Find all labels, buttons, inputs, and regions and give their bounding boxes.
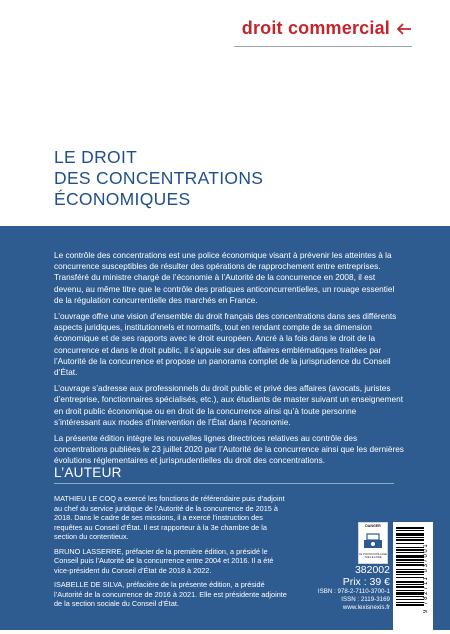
summary-paragraph-3: L’ouvrage s’adresse aux professionnels du droit public et privé des affaires (avocats, juristes d’entreprise, fonctionnaires spécialisés, etc.), aux étudiants de master suivant un enseignement en droit public économique ou en droit de la concurrence ainsi qu’à toute personne s’intéressant aux modes d’intervention de l’État dans l’économie. — [54, 384, 403, 427]
cover-top-section — [0, 0, 450, 226]
series-divider — [234, 46, 412, 47]
barcode-bar — [396, 571, 424, 573]
series-label — [242, 18, 412, 39]
barcode-bar — [396, 549, 424, 551]
isbn: ISBN : 978-2-7110-3700-1 — [317, 588, 390, 595]
barcode-bar — [396, 586, 424, 588]
barcode-bar — [396, 530, 424, 531]
badge-title: DANGER — [365, 524, 381, 528]
summary-paragraph-4: La présente édition intègre les nouvelles lignes directrices relatives au contrôle des concentrations publiées le 23 juillet 2020 par l’Autorité de la concurrence ainsi que les dernières évolutions réglementaires et jurisprudentielles du droit des concentrations. — [54, 434, 404, 466]
barcode-bar — [396, 537, 424, 538]
arrow-left-icon — [396, 23, 412, 35]
barcode-bar — [396, 555, 424, 558]
author-bio: , préfacier de la première édition, a présidé le Conseil puis l’Autorité de la concurrence entre 2004 et 2016. Il a été vice-président du Conseil d’État de 2018 à 2022. — [54, 546, 274, 575]
barcode-bar — [396, 539, 424, 541]
author-entry — [54, 494, 290, 542]
barcode-bar — [396, 596, 424, 597]
author-name: BRUNO LASSERRE — [54, 546, 122, 556]
barcode-bar — [396, 581, 424, 583]
summary-paragraph-2: L’ouvrage offre une vision d’ensemble du droit français des concentrations dans ses différents aspects juridiques, institutionnels et normatifs, tout en rendant compte de sa dimension économique et de ses rapports avec le droit européen. Ancré à la fois dans le droit de la concurrence et dans le droit public, il s’appuie sur des affaires emblématiques traitées par l’Autorité de la concurrence et propose un panorama complet de la jurisprudence du Conseil d’État. — [54, 312, 397, 378]
barcode-bar — [396, 602, 424, 603]
author-divider — [54, 483, 394, 484]
author-name: ISABELLE DE SILVA — [54, 580, 123, 589]
barcode-bar — [396, 577, 424, 578]
barcode-bar — [396, 547, 424, 548]
barcode-bars — [395, 525, 425, 629]
issn: ISSN : 2119-3169 — [341, 596, 390, 603]
barcode-digits: 9 782711 037001 — [423, 542, 429, 614]
barcode-bar — [396, 562, 424, 563]
book-title-line-2: DES CONCENTRATIONS — [54, 168, 264, 188]
barcode-bar — [396, 533, 424, 536]
book-summary — [54, 250, 404, 472]
barcode-bar — [396, 592, 424, 595]
barcode-bar — [396, 543, 424, 544]
barcode-bar — [396, 564, 424, 566]
barcode-bar — [396, 552, 424, 553]
barcode-bar — [396, 604, 424, 606]
barcode-bar — [396, 590, 424, 591]
book-title-line-1: LE DROIT — [54, 147, 138, 167]
price-block — [300, 564, 390, 612]
back-cover-panel — [0, 226, 450, 630]
barcode-bar — [396, 584, 424, 585]
author-heading: L’AUTEUR — [54, 465, 122, 480]
barcode — [393, 522, 433, 634]
author-name: MATHIEU LE COQ — [54, 494, 116, 503]
badge-subtitle: LE PHOTOCOPILLAGE TUE LE LIVRE — [359, 553, 387, 559]
author-entry — [54, 580, 290, 609]
book-title — [54, 147, 394, 210]
author-entry — [54, 547, 290, 576]
barcode-bar — [396, 559, 424, 561]
barcode-bar — [396, 569, 424, 570]
photocopy-warning-icon — [362, 530, 384, 552]
publisher-website: www.lexisnexis.fr — [342, 604, 390, 611]
author-bio: , préfacière de la présente édition, a présidé l’Autorité de la concurrence de 2016 à 2021. Elle est présidente adjointe de la section sociale du Conseil d’État. — [54, 580, 287, 608]
barcode-bar — [396, 527, 424, 529]
series-name: droit commercial — [241, 18, 390, 38]
book-title-line-3: ÉCONOMIQUES — [54, 189, 191, 209]
photocopy-warning-badge — [358, 522, 388, 564]
barcode-bar — [396, 599, 424, 600]
summary-paragraph-1: Le contrôle des concentrations est une police économique visant à prévenir les atteintes à la concurrence susceptibles de résulter des opérations de rapprochement entre entreprises. Transféré du ministre chargé de l’économie à l’Autorité de la concurrence en 2008, il est devenu, au même titre que le contrôle des pratiques anticoncurrentielles, un rouage essentiel de la régulation concurrentielle des marchés en France. — [54, 251, 395, 305]
author-list — [54, 494, 290, 614]
price: Prix : 39 € — [342, 576, 390, 588]
author-bio: a exercé les fonctions de référendaire puis d’adjoint au chef du service juridique de l’Autorité de la concurrence de 2015 à 2018. Dans le cadre de ses missions, il a exercé l’instruction des requêtes au Conseil d’État. Il est rapporteur à la 3e chambre de la section du contentieux. — [54, 494, 285, 541]
barcode-bar — [396, 574, 424, 575]
product-code: 382002 — [354, 564, 390, 576]
